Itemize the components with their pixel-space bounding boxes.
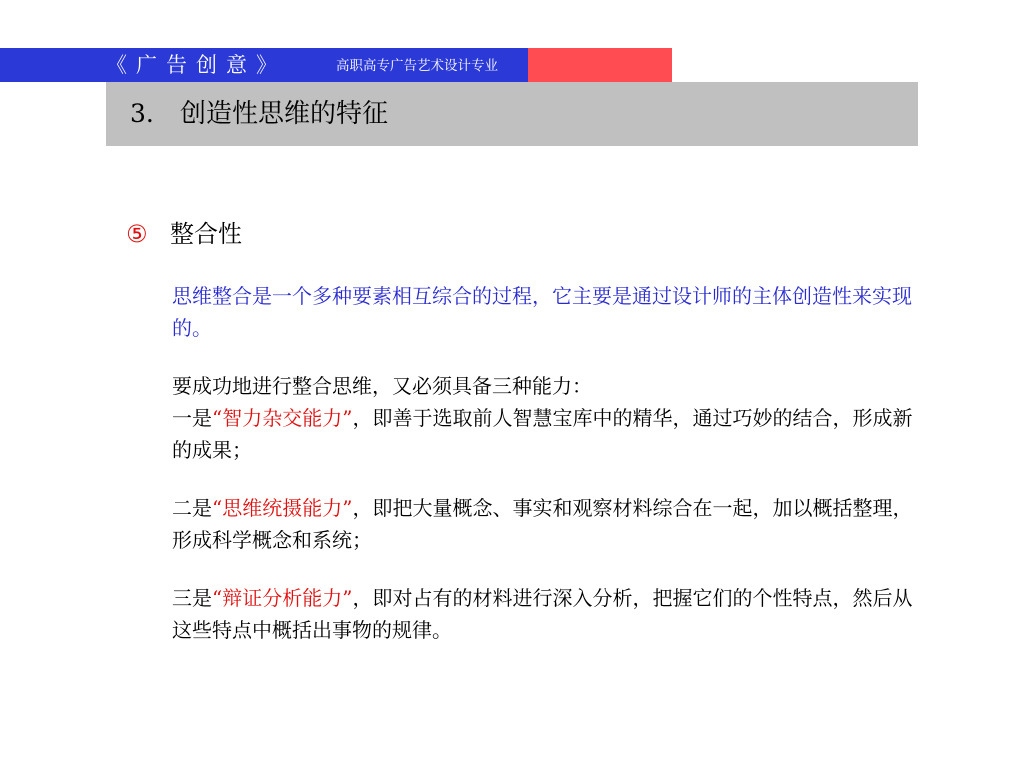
course-banner — [0, 48, 672, 82]
section-heading-bar — [106, 82, 918, 146]
definition-paragraph: 思维整合是一个多种要素相互综合的过程，它主要是通过设计师的主体创造性来实现的。 — [172, 284, 912, 340]
ability-prefix: 一是 — [172, 406, 212, 430]
point-title: 整合性 — [170, 220, 242, 248]
ability-paragraph-2 — [172, 492, 922, 556]
ability-description: ，即对占有的材料进行深入分析，把握它们的个性特点，然后从这些特点中概括出事物的规律。 — [172, 586, 913, 642]
course-subtitle: 高职高专广告艺术设计专业 — [336, 58, 498, 74]
ability-prefix: 三是 — [172, 586, 212, 610]
ability-description: ，即善于选取前人智慧宝库中的精华，通过巧妙的结合，形成新的成果； — [172, 406, 913, 462]
course-title: 《广告创意》 — [106, 53, 286, 77]
section-number: 3. — [130, 99, 154, 128]
banner-accent-block — [528, 48, 672, 82]
content-body — [172, 280, 922, 646]
point-number-marker: ⑤ — [126, 220, 148, 248]
ability-name: “智力杂交能力” — [212, 406, 353, 430]
spacer — [172, 556, 922, 582]
ability-name: “辩证分析能力” — [212, 586, 353, 610]
section-title: 创造性思维的特征 — [180, 99, 389, 129]
spacer — [172, 344, 922, 370]
ability-paragraph-3 — [172, 582, 922, 646]
ability-prefix: 二是 — [172, 496, 212, 520]
ability-name: “思维统摄能力” — [212, 496, 353, 520]
spacer — [172, 466, 922, 492]
intro-paragraph: 要成功地进行整合思维，又必须具备三种能力： — [172, 374, 592, 398]
ability-paragraph-1 — [172, 402, 922, 466]
ability-description: ，即把大量概念、事实和观察材料综合在一起，加以概括整理，形成科学概念和系统； — [172, 496, 913, 552]
